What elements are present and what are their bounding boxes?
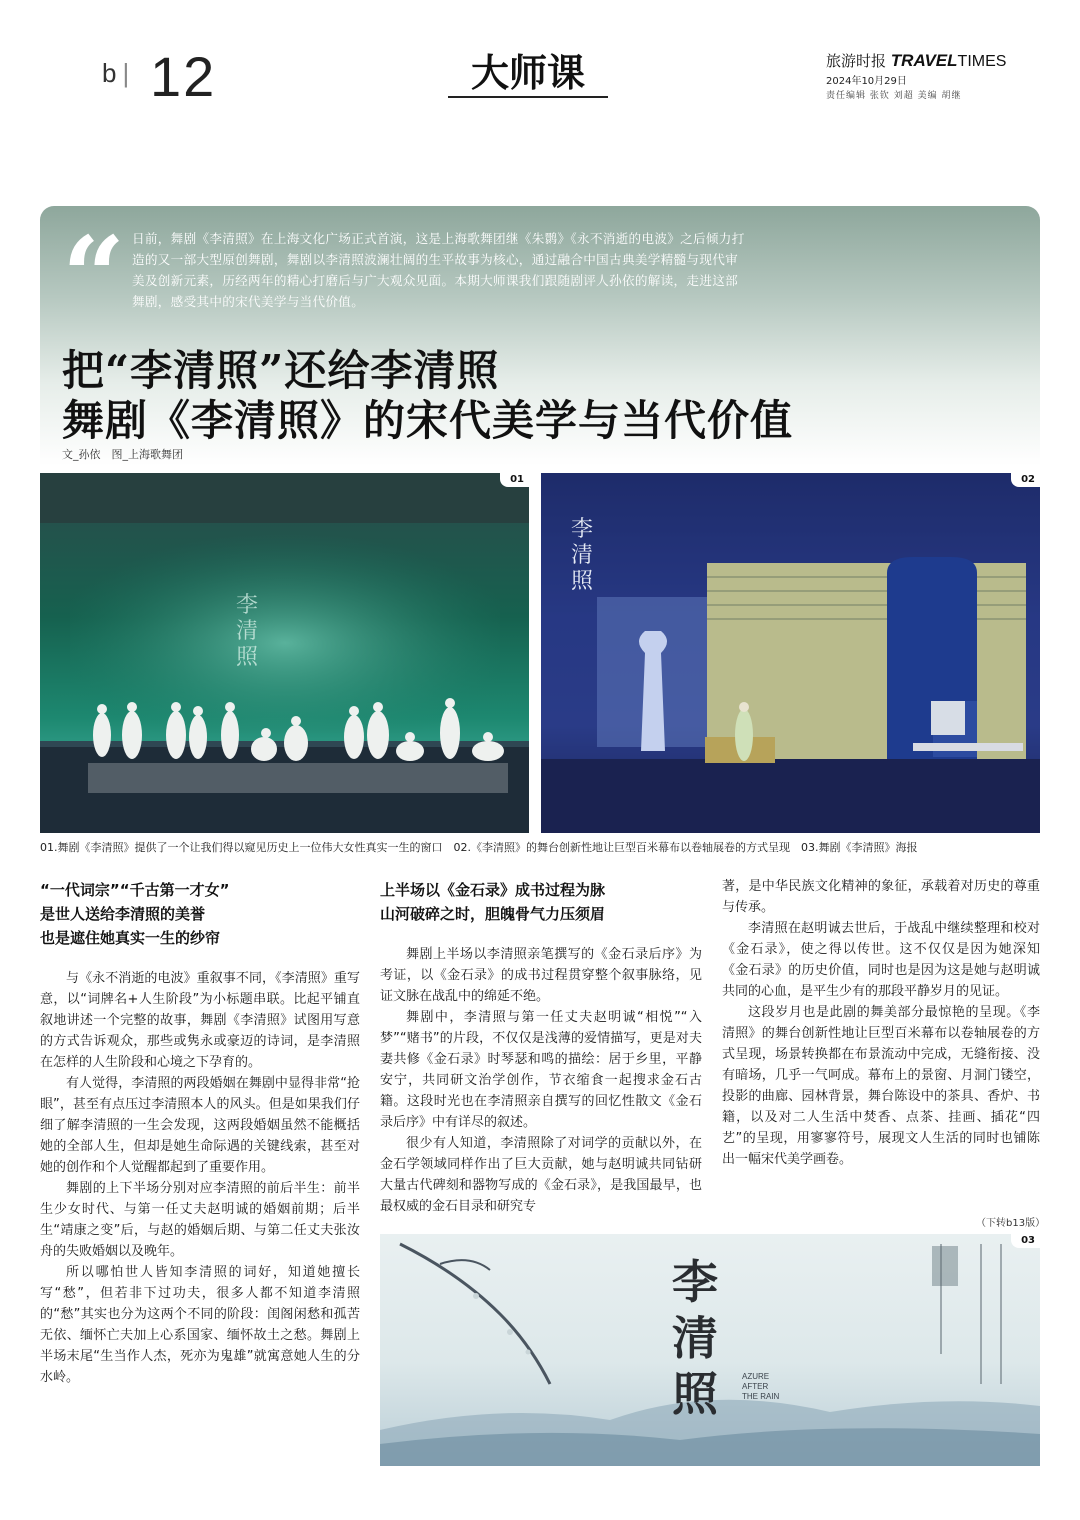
issue-date: 2024年10月29日 bbox=[826, 76, 907, 87]
photo-number-02: 02 bbox=[1011, 473, 1040, 487]
staff-credits: 责任编辑 张钦 刘超 美编 胡继 bbox=[826, 91, 962, 101]
photo-stage-blue bbox=[541, 473, 1040, 833]
paragraph: 舞剧的上下半场分别对应李清照的前后半生：前半生少女时代、与第一任丈夫赵明诚的婚姻前期；后半生“靖康之变”后，与赵的婚姻后期、与第二任丈夫张汝舟的失败婚姻以及晚年。 bbox=[40, 1181, 360, 1259]
paragraph: 与《永不消逝的电波》重叙事不同，《李清照》重写意，以“词牌名+人生阶段”为小标题串联。比起平铺直叙地讲述一个完整的故事，舞剧《李清照》试图用写意的方式告诉观众，那些或隽永或豪迈的诗词，是李清照在怎样的人生阶段和心境之下孕育的。 bbox=[40, 971, 360, 1070]
photo-number-01: 01 bbox=[500, 473, 529, 487]
text-column-2 bbox=[380, 944, 702, 1217]
section-heading-2: 上半场以《金石录》成书过程为脉 山河破碎之时，胆魄骨气力压须眉 bbox=[380, 881, 606, 923]
photo-stage-green bbox=[40, 473, 529, 833]
byline: 文_孙依 图_上海歌舞团 bbox=[62, 448, 183, 461]
paragraph: 著，是中华民族文化精神的象征，承载着对历史的尊重与传承。 bbox=[722, 879, 1040, 915]
paragraph: 舞剧中，李清照与第一任丈夫赵明诚“相悦”“入梦”“赌书”的片段，不仅仅是浅薄的爱情描写，更是对夫妻共修《金石录》时琴瑟和鸣的描绘：居于乡里，平静安宁，共同研文治学创作，节衣缩食一起搜求金石古籍。这段时光也在李清照亲自撰写的回忆性散文《金石录后序》中有详尽的叙述。 bbox=[380, 1010, 702, 1130]
paragraph: 这段岁月也是此剧的舞美部分最惊艳的呈现。《李清照》的舞台创新性地让巨型百米幕布以卷轴展卷的方式呈现，场景转换都在布景流动中完成，无缝衔接、没有暗场，几乎一气呵成。幕布上的景窗、月洞门镂空，投影的曲廊、园林背景，舞台陈设中的茶具、香炉、书籍，以及对二人生活中焚香、点茶、挂画、插花“四艺”的呈现，用寥寥符号，展现文人生活的同时也铺陈出一幅宋代美学画卷。 bbox=[722, 1005, 1040, 1167]
paragraph: 所以哪怕世人皆知李清照的词好，知道她擅长写“愁”，但若非下过功夫，很多人都不知道李清照的“愁”其实也分为这两个不同的阶段：闺阁闲愁和孤苦无依、缅怀亡夫加上心系国家、缅怀故土之愁。舞剧上半场末尾“生当作人杰，死亦为鬼雄”就寓意她人生的分水岭。 bbox=[40, 1265, 360, 1385]
section-heading-1: “一代词宗”“千古第一才女” 是世人送给李清照的美誉 也是遮住她真实一生的纱帘 bbox=[40, 881, 230, 947]
stage-scene-illustration bbox=[40, 473, 529, 833]
paragraph: 舞剧上半场以李清照亲笔撰写的《金石录后序》为考证，以《金石录》的成书过程贯穿整个叙事脉络，见证文脉在战乱中的绵延不绝。 bbox=[380, 947, 702, 1004]
stage-calligraphy: 李清照 bbox=[571, 517, 594, 594]
page-number: 12 bbox=[150, 45, 217, 108]
poster-title: 李清照 bbox=[672, 1255, 718, 1421]
paragraph: 李清照在赵明诚去世后，于战乱中继续整理和校对《金石录》，使之得以传世。这不仅仅是因为她深知《金石录》的历史价值，同时也是因为这是她与赵明诚共同的心血，是平生少有的那段平静岁月的见证。 bbox=[722, 921, 1040, 999]
text-column-1 bbox=[40, 968, 360, 1388]
column-underline bbox=[448, 96, 608, 98]
headline-line-1: 把“李清照”还给李清照 bbox=[62, 346, 500, 395]
quote-mark-icon: “ bbox=[62, 212, 126, 341]
newspaper-name: 旅游时报 TRAVELTIMES bbox=[826, 51, 1007, 70]
poster-english-title: AZURE AFTER THE RAIN bbox=[742, 1372, 780, 1401]
stage-set-illustration bbox=[541, 473, 1040, 833]
paragraph: 有人觉得，李清照的两段婚姻在舞剧中显得非常“抢眼”，甚至有点压过李清照本人的风头。但是如果我们仔细了解李清照的一生会发现，这两段婚姻虽然不能概括她的全部人生，但却是她生命际遇的关键线索，甚至对她的创作和个人觉醒都起到了重要作用。 bbox=[40, 1076, 360, 1175]
paragraph: 很少有人知道，李清照除了对词学的贡献以外，在金石学领域同样作出了巨大贡献，她与赵明诚共同钻研大量古代碑刻和器物写成的《金石录》，是我国最早，也最权威的金石目录和研究专 bbox=[380, 1136, 702, 1214]
stage-calligraphy: 李清照 bbox=[236, 593, 259, 670]
column-name: 大师课 bbox=[470, 50, 585, 95]
intro-text: 日前，舞剧《李清照》在上海文化广场正式首演，这是上海歌舞团继《朱鹮》《永不消逝的电波》之后倾力打造的又一部大型原创舞剧，舞剧以李清照波澜壮阔的生平故事为核心，通过融合中国古典美学精髓与现代审美及创新元素，历经两年的精心打磨后与广大观众见面。本期大师课我们跟随剧评人孙依的解读，走进这部舞剧，感受其中的宋代美学与当代价值。 bbox=[132, 231, 745, 309]
section-letter: b| bbox=[102, 58, 136, 88]
poster-image bbox=[380, 1234, 1040, 1466]
continued-note: （下转b13版） bbox=[976, 1218, 1046, 1229]
text-column-3 bbox=[722, 876, 1040, 1170]
photo-captions: 01.舞剧《李清照》提供了一个让我们得以窥见历史上一位伟大女性真实一生的窗口 02.《李清照》的舞台创新性地让巨型百米幕布以卷轴展卷的方式呈现 03.舞剧《李清照》海报 bbox=[40, 841, 918, 854]
headline-line-2: 舞剧《李清照》的宋代美学与当代价值 bbox=[62, 396, 794, 445]
photo-number-03: 03 bbox=[1011, 1234, 1040, 1248]
